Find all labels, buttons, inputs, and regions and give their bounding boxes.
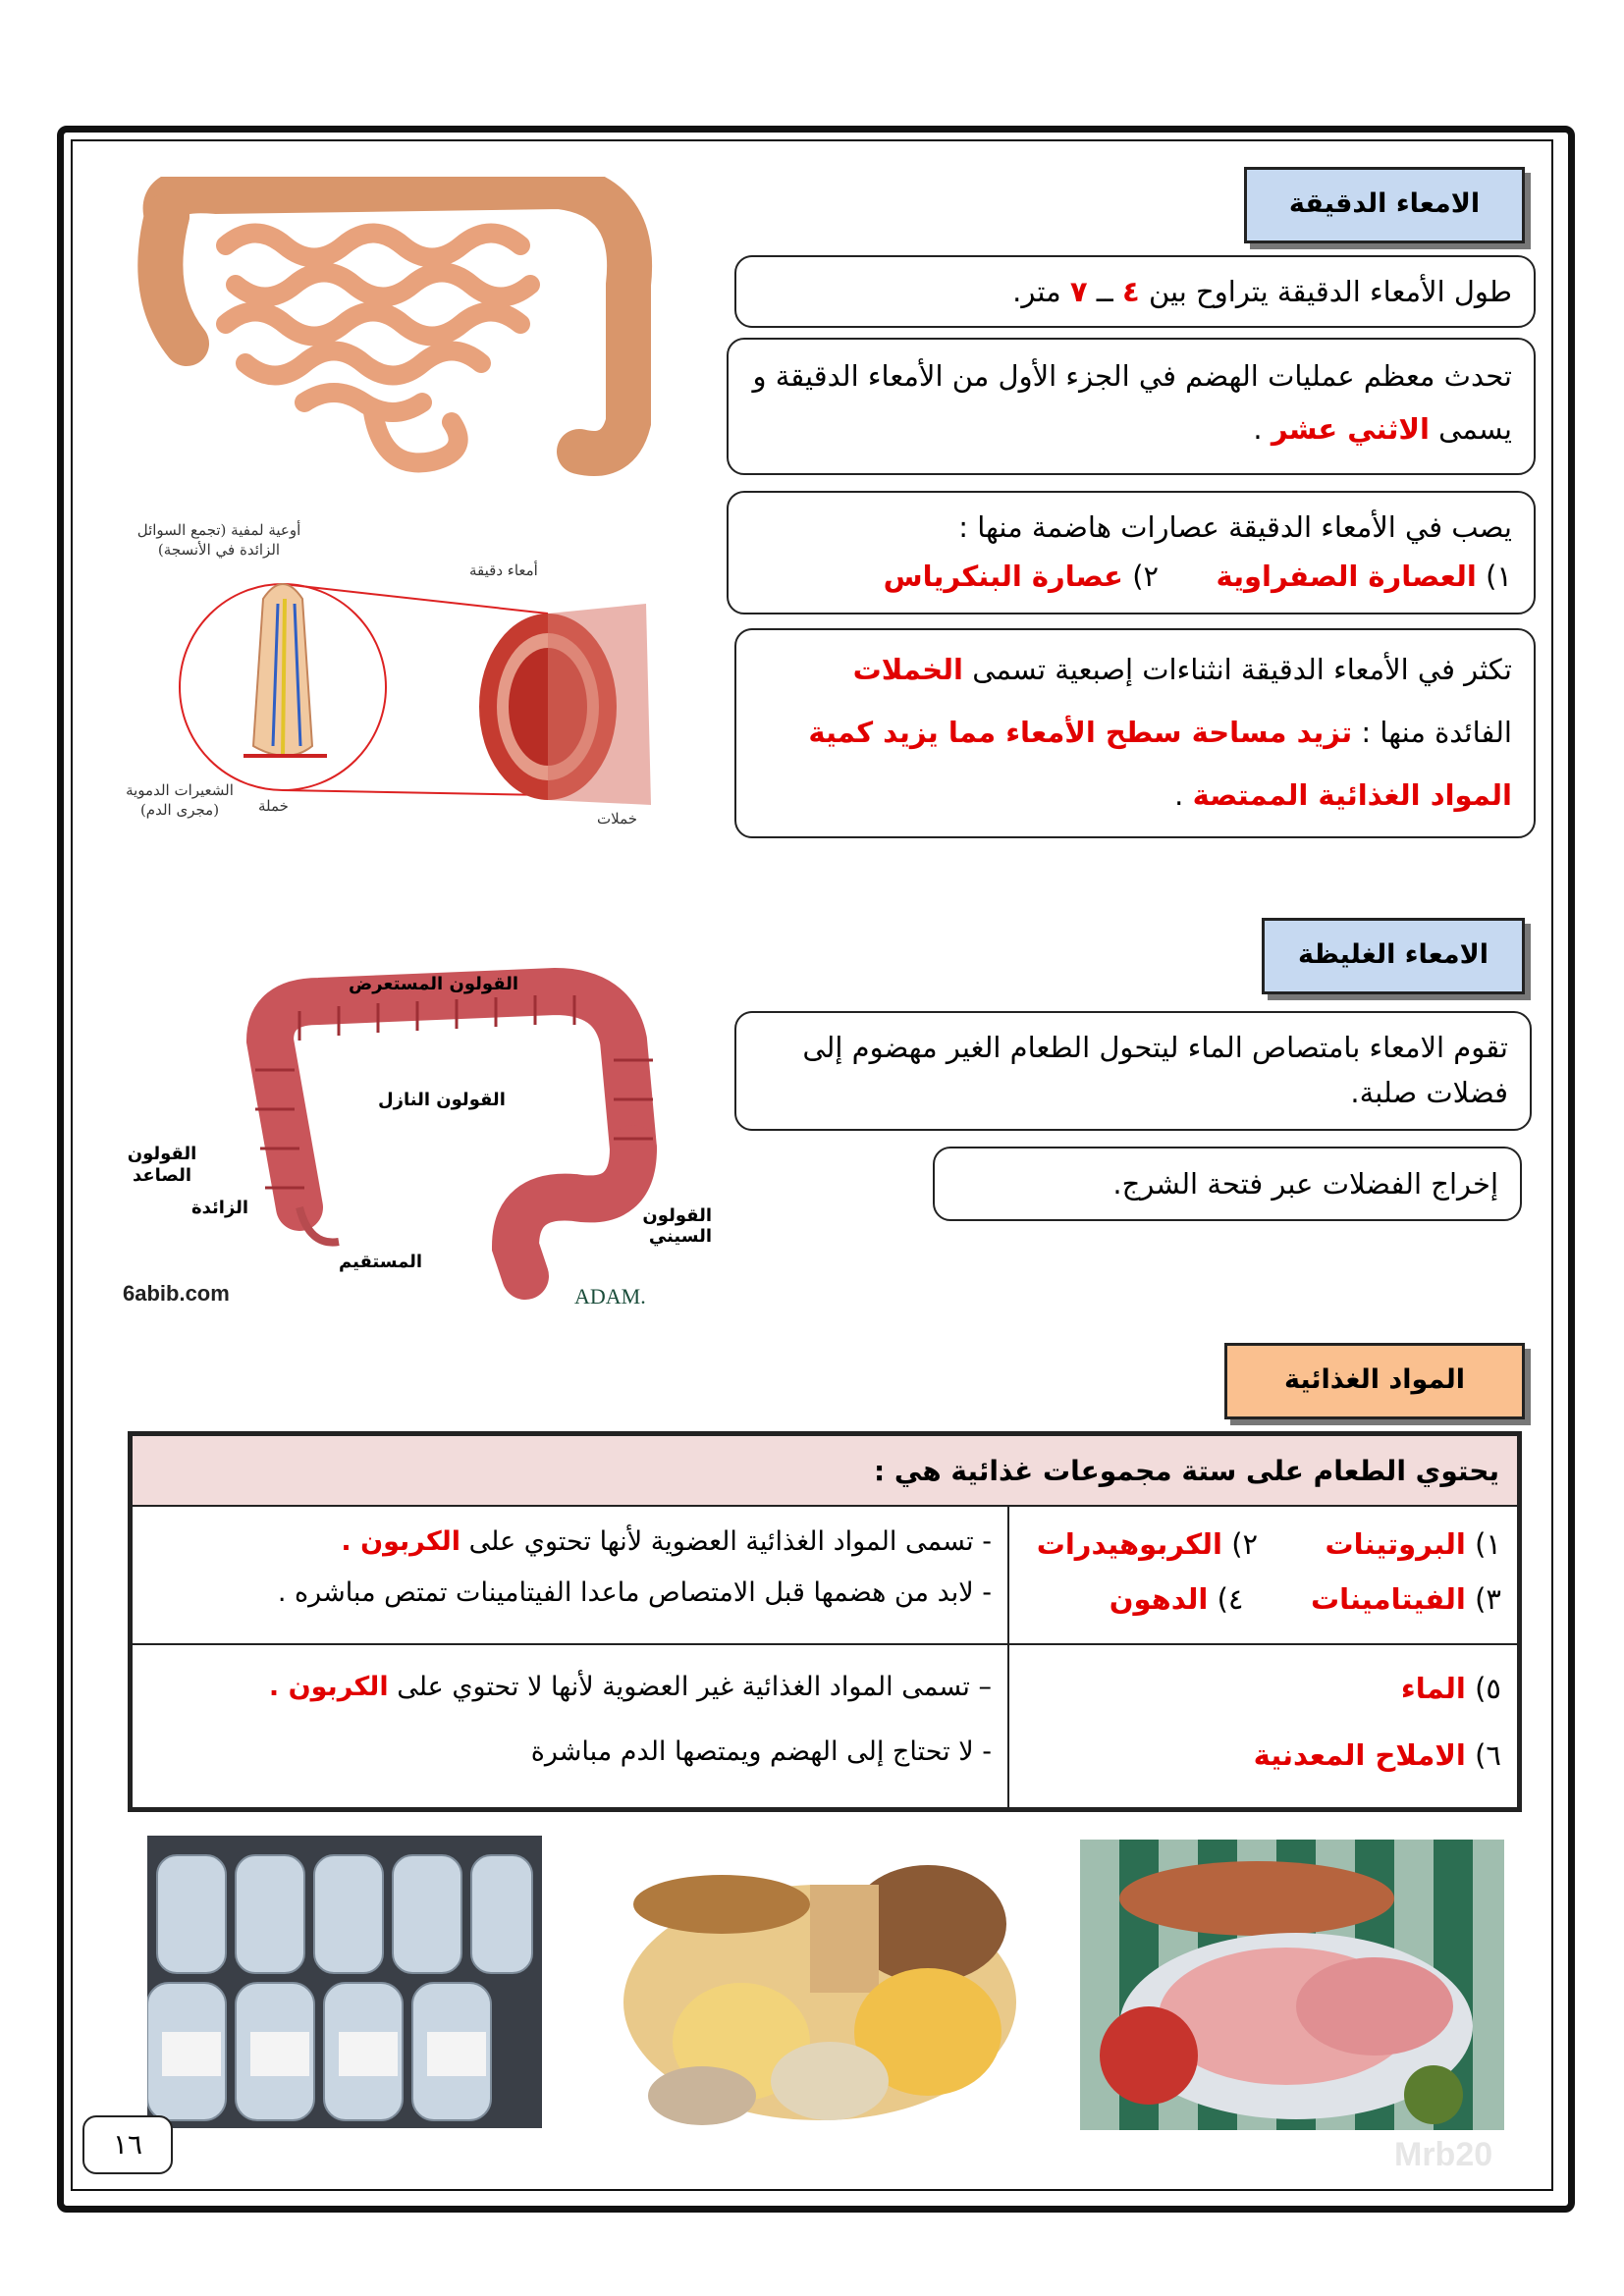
nutrients-table xyxy=(131,1434,1519,1809)
digestion-text: تحدث معظم عمليات الهضم في الجزء الأول من الأمعاء الدقيقة و يسمى xyxy=(752,359,1512,446)
inorganic-note-carbon: الكربون . xyxy=(268,1672,389,1703)
bile-juice: العصارة الصفراوية xyxy=(1216,560,1477,593)
juices-box xyxy=(727,491,1536,614)
length-min: ٤ xyxy=(1122,275,1140,308)
villi-box xyxy=(734,628,1536,838)
benefit-text: تزيد مساحة سطح الأمعاء مما يزيد كمية المواد الغذائية الممتصة xyxy=(808,716,1512,812)
villi-term: الخملات xyxy=(852,653,963,686)
nutrients-table-frame xyxy=(128,1431,1522,1812)
label-capillaries: الشعيرات الدموية (مجرى الدم) xyxy=(126,781,234,819)
group-water: الماء xyxy=(1400,1672,1466,1706)
digestion-end: . xyxy=(1253,412,1263,446)
label-sigmoid-colon: القولون السيني xyxy=(642,1205,712,1247)
benefit-label: الفائدة منها : xyxy=(1361,716,1512,749)
proteins-image xyxy=(1080,1840,1504,2130)
organic-notes-cell xyxy=(132,1506,1008,1644)
water-bottles-image xyxy=(147,1836,542,2128)
inorganic-note-1: – تسمى المواد الغذائية غير العضوية لأنها لا تحتوي على xyxy=(397,1672,992,1703)
group-4-number: ٤) xyxy=(1217,1582,1244,1616)
page-number: ١٦ xyxy=(82,2115,173,2174)
label-small-intestine: أمعاء دقيقة xyxy=(469,561,538,579)
label-villus: خملة xyxy=(258,797,289,815)
organic-groups-cell xyxy=(1008,1506,1518,1644)
small-intestine-image xyxy=(137,177,658,481)
label-lymph-vessels: أوعية لمفية (تجمع السوائل الزائدة في الأنسجة) xyxy=(136,521,301,559)
colon-diagram xyxy=(123,952,712,1310)
group-2-number: ٢) xyxy=(1231,1527,1259,1561)
carbohydrates-image xyxy=(614,1836,1026,2130)
water-absorption-box: تقوم الامعاء بامتصاص الماء ليتحول الطعام الغير مهضوم إلى فضلات صلبة. xyxy=(734,1011,1532,1131)
table-header: يحتوي الطعام على ستة مجموعات غذائية هي : xyxy=(132,1435,1518,1506)
label-villi: خملات xyxy=(597,810,638,828)
benefit-end: . xyxy=(1174,778,1184,812)
villi-diagram xyxy=(116,510,695,844)
group-fats: الدهون xyxy=(1109,1582,1209,1616)
organic-note-1: - تسمى المواد الغذائية العضوية لأنها تحتوي على xyxy=(468,1526,992,1557)
nutrients-title: المواد الغذائية xyxy=(1224,1343,1525,1419)
juices-list xyxy=(750,552,1512,601)
label-rectum: المستقيم xyxy=(339,1252,423,1272)
label-descending-colon: القولون النازل xyxy=(378,1090,506,1110)
small-intestine-title: الامعاء الدقيقة xyxy=(1244,167,1525,243)
organic-note-carbon: الكربون . xyxy=(341,1526,461,1557)
length-separator: ــ xyxy=(1096,275,1113,308)
watermark: Mrb20 xyxy=(1394,2136,1493,2173)
organic-note-2: - لابد من هضمها قبل الامتصاص ماعدا الفيتامينات تمتص مباشره . xyxy=(277,1577,992,1608)
villi-text: تكثر في الأمعاء الدقيقة انثناءات إصبعية تسمى xyxy=(972,653,1512,686)
group-1-number: ١) xyxy=(1475,1527,1501,1561)
group-6-number: ٦) xyxy=(1475,1738,1501,1773)
large-intestine-title: الامعاء الغليظة xyxy=(1262,918,1525,994)
length-max: ٧ xyxy=(1069,275,1088,308)
digestion-box xyxy=(727,338,1536,475)
label-ascending-colon: القولون الصاعد xyxy=(127,1144,197,1186)
label-appendix: الزائدة xyxy=(191,1198,249,1218)
pancreatic-juice: عصارة البنكرياس xyxy=(883,560,1123,593)
credit-adam: ADAM. xyxy=(574,1284,646,1308)
juice2-number: ٢) xyxy=(1132,560,1160,593)
juices-intro: يصب في الأمعاء الدقيقة عصارات هاضمة منها : xyxy=(958,510,1512,544)
label-transverse-colon: القولون المستعرض xyxy=(349,974,519,994)
length-box xyxy=(734,255,1536,328)
juice1-number: ١) xyxy=(1486,560,1512,593)
inorganic-notes-cell xyxy=(132,1644,1008,1808)
group-proteins: البروتينات xyxy=(1325,1527,1466,1561)
group-5-number: ٥) xyxy=(1475,1672,1501,1706)
group-minerals: الاملاح المعدنية xyxy=(1253,1738,1466,1773)
group-3-number: ٣) xyxy=(1475,1582,1501,1616)
credit-6abib: 6abib.com xyxy=(123,1281,230,1306)
inorganic-groups-cell xyxy=(1008,1644,1518,1808)
group-carbohydrates: الكربوهيدرات xyxy=(1036,1527,1222,1561)
excretion-box: إخراج الفضلات عبر فتحة الشرج. xyxy=(933,1147,1522,1221)
length-unit: متر. xyxy=(1012,275,1061,308)
length-prefix: طول الأمعاء الدقيقة يتراوح بين xyxy=(1148,275,1512,308)
group-vitamins: الفيتامينات xyxy=(1310,1582,1466,1616)
inorganic-note-2: - لا تحتاج إلى الهضم ويمتصها الدم مباشرة xyxy=(530,1736,992,1768)
duodenum-term: الاثني عشر xyxy=(1271,412,1430,446)
